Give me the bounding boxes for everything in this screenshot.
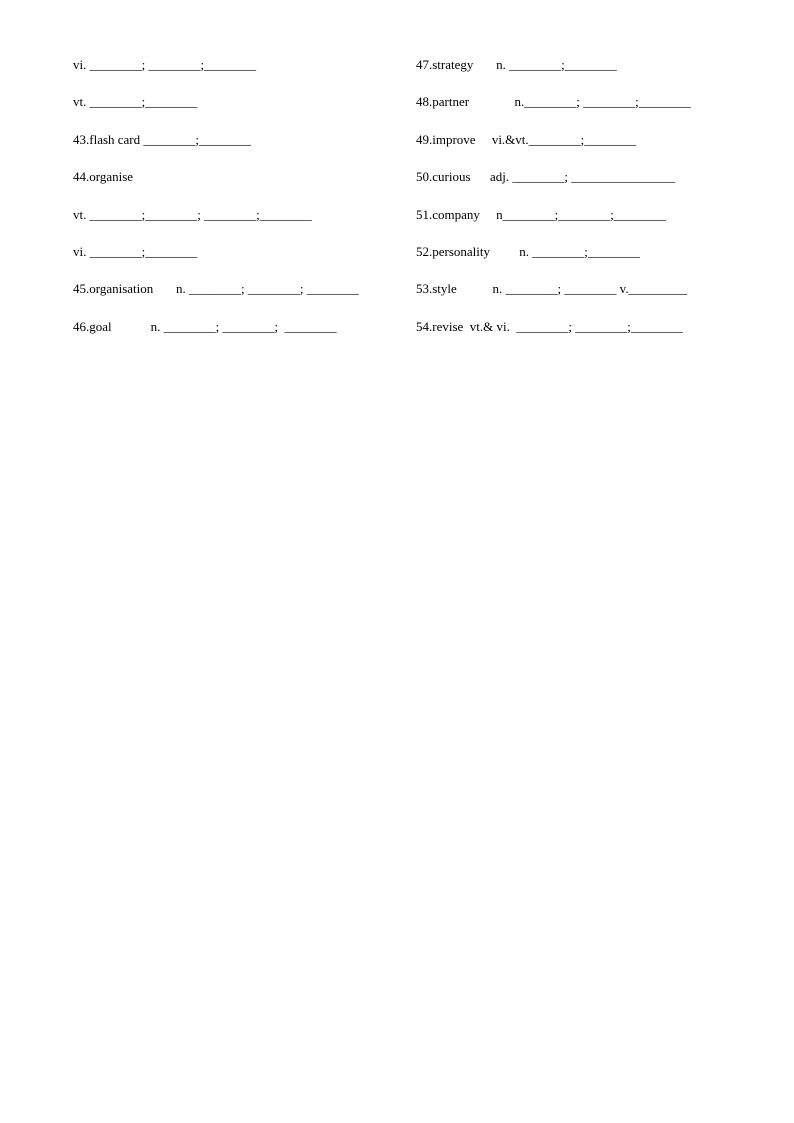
- vocab-line: 52.personality n. ________;________: [416, 243, 640, 259]
- vocab-line: 44.organise: [73, 169, 134, 185]
- vocab-line: 46.goal n. ________; ________; ________: [73, 318, 337, 334]
- vocab-line: 50.curious adj. ________; ________________: [416, 169, 676, 185]
- right-column: [416, 56, 746, 355]
- vocab-line: 53.style n. ________; ________ v._________: [416, 281, 688, 297]
- vocab-line: vi. ________; ________;________: [73, 57, 257, 72]
- left-column: [73, 56, 393, 355]
- vocab-line: vi. ________;________: [73, 243, 198, 259]
- vocab-line: 54.revise vt.& vi. ________; ________;________: [416, 318, 683, 334]
- vocab-line: vt. ________;________; ________;________: [73, 206, 312, 222]
- vocab-line: 51.company n________;________;________: [416, 206, 666, 222]
- vocab-line: vt. ________;________: [73, 94, 198, 110]
- vocab-line: 47.strategy n. ________;________: [416, 57, 617, 72]
- vocab-line: 45.organisation n. ________; ________; ________: [73, 281, 359, 297]
- vocab-line: 43.flash card ________;________: [73, 131, 252, 147]
- vocab-line: 49.improve vi.&vt.________;________: [416, 131, 637, 147]
- vocab-line: 48.partner n.________; ________;________: [416, 94, 691, 110]
